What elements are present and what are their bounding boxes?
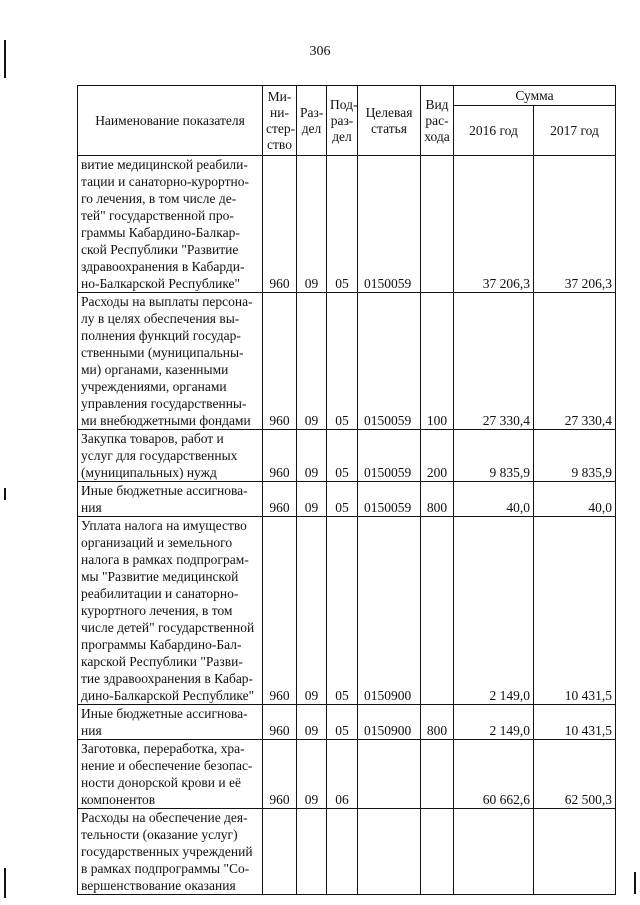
row-sum-2016: 9 835,9 xyxy=(454,430,534,482)
table-row xyxy=(78,293,616,430)
row-sum-2016: 2 149,0 xyxy=(454,517,534,705)
row-sum-2016: 60 662,6 xyxy=(454,740,534,809)
header-name: Наименование показателя xyxy=(78,86,263,156)
header-ministry: Ми- ни- стер- ство xyxy=(263,86,297,156)
row-section: 09 xyxy=(297,156,327,293)
table-header xyxy=(78,86,616,156)
header-type: Вид рас- хода xyxy=(421,86,454,156)
row-subsection: 05 xyxy=(327,517,358,705)
row-ministry: 960 xyxy=(263,430,297,482)
row-type xyxy=(421,809,454,895)
row-sum-2017: 40,0 xyxy=(534,482,616,517)
header-section: Раз- дел xyxy=(297,86,327,156)
row-target xyxy=(358,740,421,809)
table-row xyxy=(78,809,616,895)
row-name: Уплата налога на имущество организаций и земельного налога в рамках подпрограм- мы "Развитие медицинской реабилитации и санаторно- курортного лечения, в том числе детей" государственной программы Кабардино-Бал- карской Республики "Разви- тие здравоохранения в Кабар- дино-Балкарской Республике" xyxy=(78,517,263,705)
row-subsection: 05 xyxy=(327,482,358,517)
table-row xyxy=(78,517,616,705)
row-sum-2016: 2 149,0 xyxy=(454,705,534,740)
row-sum-2017: 27 330,4 xyxy=(534,293,616,430)
row-sum-2016 xyxy=(454,809,534,895)
row-target: 0150900 xyxy=(358,705,421,740)
header-year-2016: 2016 год xyxy=(454,106,534,156)
row-target xyxy=(358,809,421,895)
header-sum: Сумма xyxy=(454,86,616,106)
row-sum-2017: 10 431,5 xyxy=(534,705,616,740)
header-year-2017: 2017 год xyxy=(534,106,616,156)
row-type: 200 xyxy=(421,430,454,482)
scan-edge-mark-bottom xyxy=(4,868,6,898)
row-ministry: 960 xyxy=(263,293,297,430)
row-subsection: 05 xyxy=(327,156,358,293)
scan-edge-mark-top xyxy=(4,40,6,78)
row-sum-2017: 37 206,3 xyxy=(534,156,616,293)
row-target: 0150059 xyxy=(358,156,421,293)
row-name: витие медицинской реабили- тации и санаторно-курортно- го лечения, в том числе де- тей" государственной про- граммы Кабардино-Балкар- ской Республики "Развитие здравоохранения в Кабарди- но-Балкарской Республике" xyxy=(78,156,263,293)
table-row xyxy=(78,740,616,809)
row-section: 09 xyxy=(297,705,327,740)
row-ministry: 960 xyxy=(263,482,297,517)
scan-edge-mark-middle xyxy=(4,488,6,500)
row-ministry: 960 xyxy=(263,705,297,740)
row-target: 0150059 xyxy=(358,482,421,517)
row-subsection: 06 xyxy=(327,740,358,809)
row-section: 09 xyxy=(297,482,327,517)
header-target: Целевая статья xyxy=(358,86,421,156)
budget-table xyxy=(77,85,616,895)
row-subsection: 05 xyxy=(327,430,358,482)
row-type xyxy=(421,156,454,293)
row-subsection: 05 xyxy=(327,293,358,430)
row-section: 09 xyxy=(297,430,327,482)
row-ministry xyxy=(263,809,297,895)
row-sum-2016: 27 330,4 xyxy=(454,293,534,430)
table-row xyxy=(78,430,616,482)
row-type xyxy=(421,740,454,809)
scan-edge-mark-right xyxy=(634,872,636,894)
row-sum-2017 xyxy=(534,809,616,895)
row-subsection xyxy=(327,809,358,895)
row-sum-2017: 62 500,3 xyxy=(534,740,616,809)
row-name: Иные бюджетные ассигнова- ния xyxy=(78,482,263,517)
row-target: 0150059 xyxy=(358,430,421,482)
page-number: 306 xyxy=(309,44,331,59)
row-name: Закупка товаров, работ и услуг для государственных (муниципальных) нужд xyxy=(78,430,263,482)
row-type xyxy=(421,517,454,705)
row-ministry: 960 xyxy=(263,517,297,705)
row-name: Расходы на обеспечение дея- тельности (оказание услуг) государственных учреждений в рамках подпрограммы "Со- вершенствование оказания xyxy=(78,809,263,895)
row-type: 800 xyxy=(421,705,454,740)
row-ministry: 960 xyxy=(263,156,297,293)
row-type: 800 xyxy=(421,482,454,517)
row-ministry: 960 xyxy=(263,740,297,809)
header-subsection: Под- раз- дел xyxy=(327,86,358,156)
row-name: Иные бюджетные ассигнова- ния xyxy=(78,705,263,740)
table-row xyxy=(78,156,616,293)
row-subsection: 05 xyxy=(327,705,358,740)
row-sum-2017: 9 835,9 xyxy=(534,430,616,482)
row-sum-2017: 10 431,5 xyxy=(534,517,616,705)
row-section: 09 xyxy=(297,293,327,430)
row-name: Расходы на выплаты персона- лу в целях обеспечения вы- полнения функций государ- ственными (муниципальны- ми) органами, казенными учреждениями, органами управления государственны- ми внебюджетными фондами xyxy=(78,293,263,430)
row-section: 09 xyxy=(297,740,327,809)
row-target: 0150059 xyxy=(358,293,421,430)
row-section xyxy=(297,809,327,895)
table-row xyxy=(78,705,616,740)
row-sum-2016: 40,0 xyxy=(454,482,534,517)
row-target: 0150900 xyxy=(358,517,421,705)
row-type: 100 xyxy=(421,293,454,430)
row-name: Заготовка, переработка, хра- нение и обеспечение безопас- ности донорской крови и её компонентов xyxy=(78,740,263,809)
row-section: 09 xyxy=(297,517,327,705)
table-row xyxy=(78,482,616,517)
row-sum-2016: 37 206,3 xyxy=(454,156,534,293)
